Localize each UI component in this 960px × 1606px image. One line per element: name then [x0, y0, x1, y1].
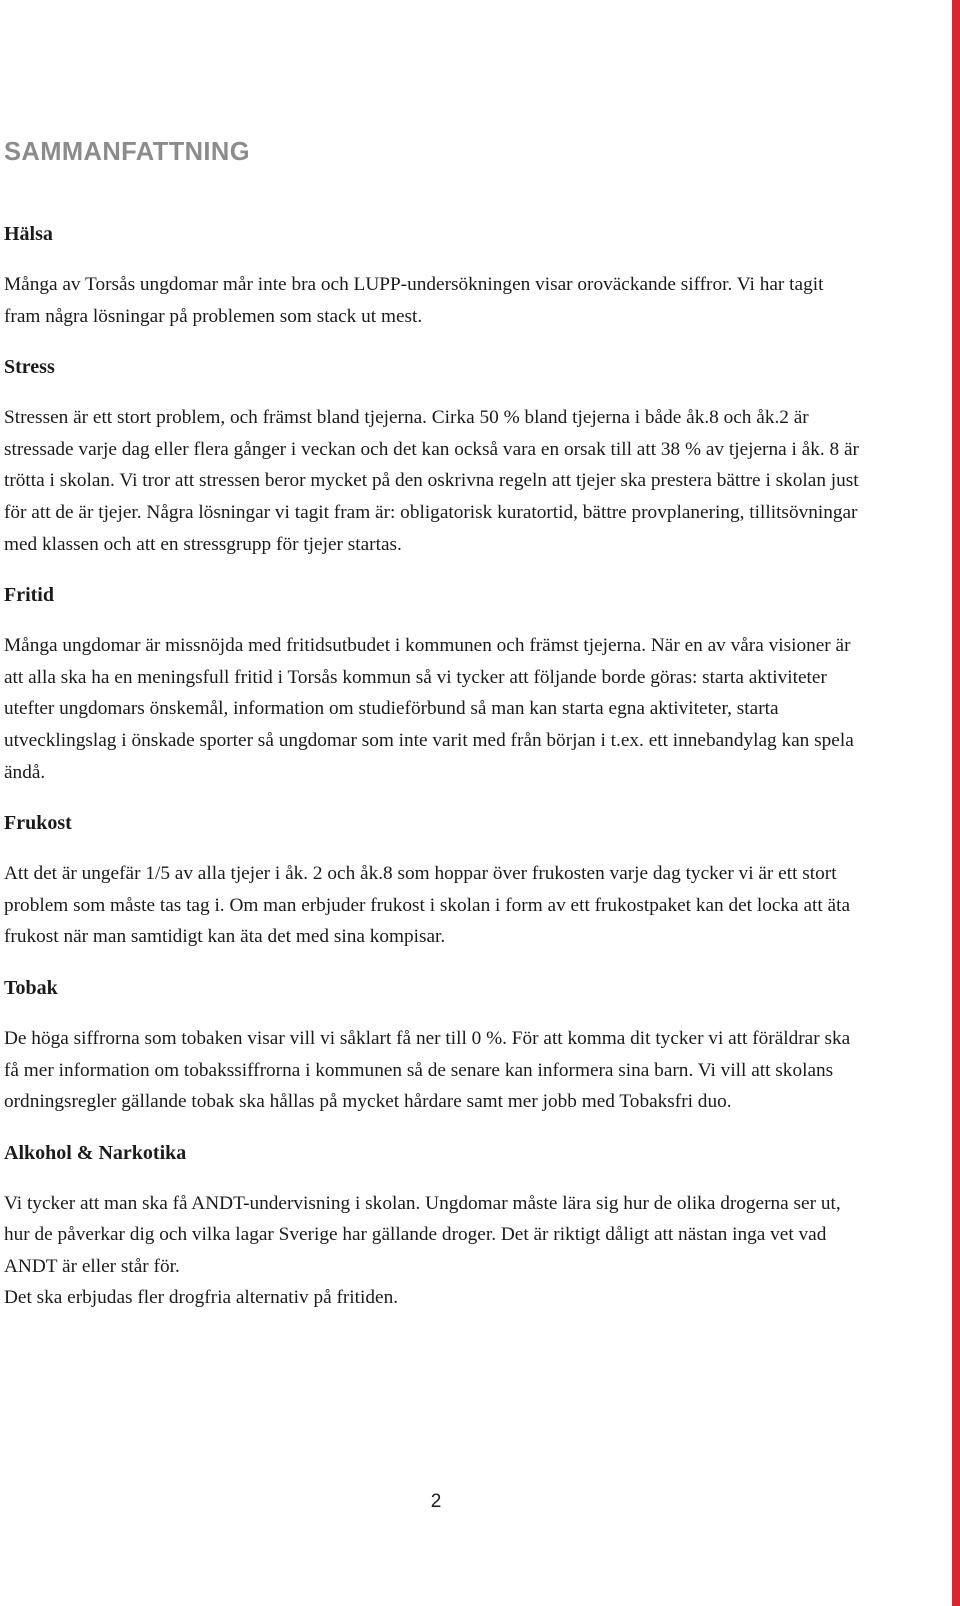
section-text-alkohol-narkotika: Vi tycker att man ska få ANDT-undervisning i skolan. Ungdomar måste lära sig hur de olika drogerna ser ut, hur de påverkar dig och vilka lagar Sverige har gällande droger. Det är riktigt dåligt att nästan inga vet vad ANDT är eller står för. — [4, 1192, 841, 1277]
section-frukost — [4, 807, 864, 953]
section-halsa — [4, 218, 864, 332]
page-title: SAMMANFATTNING — [4, 138, 250, 166]
section-alkohol-narkotika — [4, 1137, 864, 1314]
section-text-halsa: Många av Torsås ungdomar mår inte bra och LUPP-undersökningen visar oroväckande siffror. Vi har tagit fram några lösningar på problemen som stack ut mest. — [4, 274, 824, 327]
page-number: 2 — [430, 1491, 442, 1512]
section-text-stress: Stressen är ett stort problem, och främst bland tjejerna. Cirka 50 % bland tjejerna i både åk.8 och åk.2 är stressade varje dag eller flera gånger i veckan och det kan också vara en orsak till att 38 % av tjejerna i åk. 8 är trötta i skolan. Vi tror att stressen beror mycket på den oskrivna regeln att tjejer ska prestera bättre i skolan just för att de är tjejer. Några lösningar vi tagit fram är: obligatorisk kuratortid, bättre provplanering, tillitsövningar med klassen och att en stressgrupp för tjejer startas. — [4, 407, 859, 555]
section-text-frukost: Att det är ungefär 1/5 av alla tjejer i åk. 2 och åk.8 som hoppar över frukosten varje dag tycker vi är ett stort problem som måste tas tag i. Om man erbjuder frukost i skolan i form av ett frukostpaket kan det locka att äta frukost när man samtidigt kan äta det med sina kompisar. — [4, 863, 851, 948]
section-tobak — [4, 972, 864, 1118]
section-heading-tobak: Tobak — [4, 976, 58, 999]
section-text-tobak: De höga siffrorna som tobaken visar vill vi såklart få ner till 0 %. För att komma dit tycker vi att föräldrar ska få mer information om tobakssiffrorna i kommunen så de senare kan informera sina barn. Vi vill att skolans ordningsregler gällande tobak ska hållas på mycket hårdare samt mer jobb med Tobaksfri duo. — [4, 1027, 851, 1113]
section-heading-fritid: Fritid — [4, 584, 54, 607]
page-edge-accent-bar — [952, 0, 960, 1606]
section-heading-frukost: Frukost — [4, 812, 72, 835]
summary-body — [4, 218, 864, 1314]
section-text-fritid: Många ungdomar är missnöjda med fritidsutbudet i kommunen och främst tjejerna. När en av våra visioner är att alla ska ha en meningsfull fritid i Torsås kommun så vi tycker att följande borde göras: starta aktiviteter utefter ungdomars önskemål, information om studieförbund så man kan starta egna aktiviteter, starta utvecklingslag i önskade sporter så ungdomar som inte varit med från början i t.ex. ett innebandylag kan spela ändå. — [4, 635, 854, 783]
section-stress — [4, 351, 864, 560]
section-heading-alkohol-narkotika: Alkohol & Narkotika — [4, 1141, 187, 1164]
section-heading-stress: Stress — [4, 356, 55, 379]
section-text-alkohol-narkotika-2: Det ska erbjudas fler drogfria alternativ på fritiden. — [4, 1287, 399, 1309]
section-heading-halsa: Hälsa — [4, 223, 53, 245]
section-fritid — [4, 579, 864, 788]
